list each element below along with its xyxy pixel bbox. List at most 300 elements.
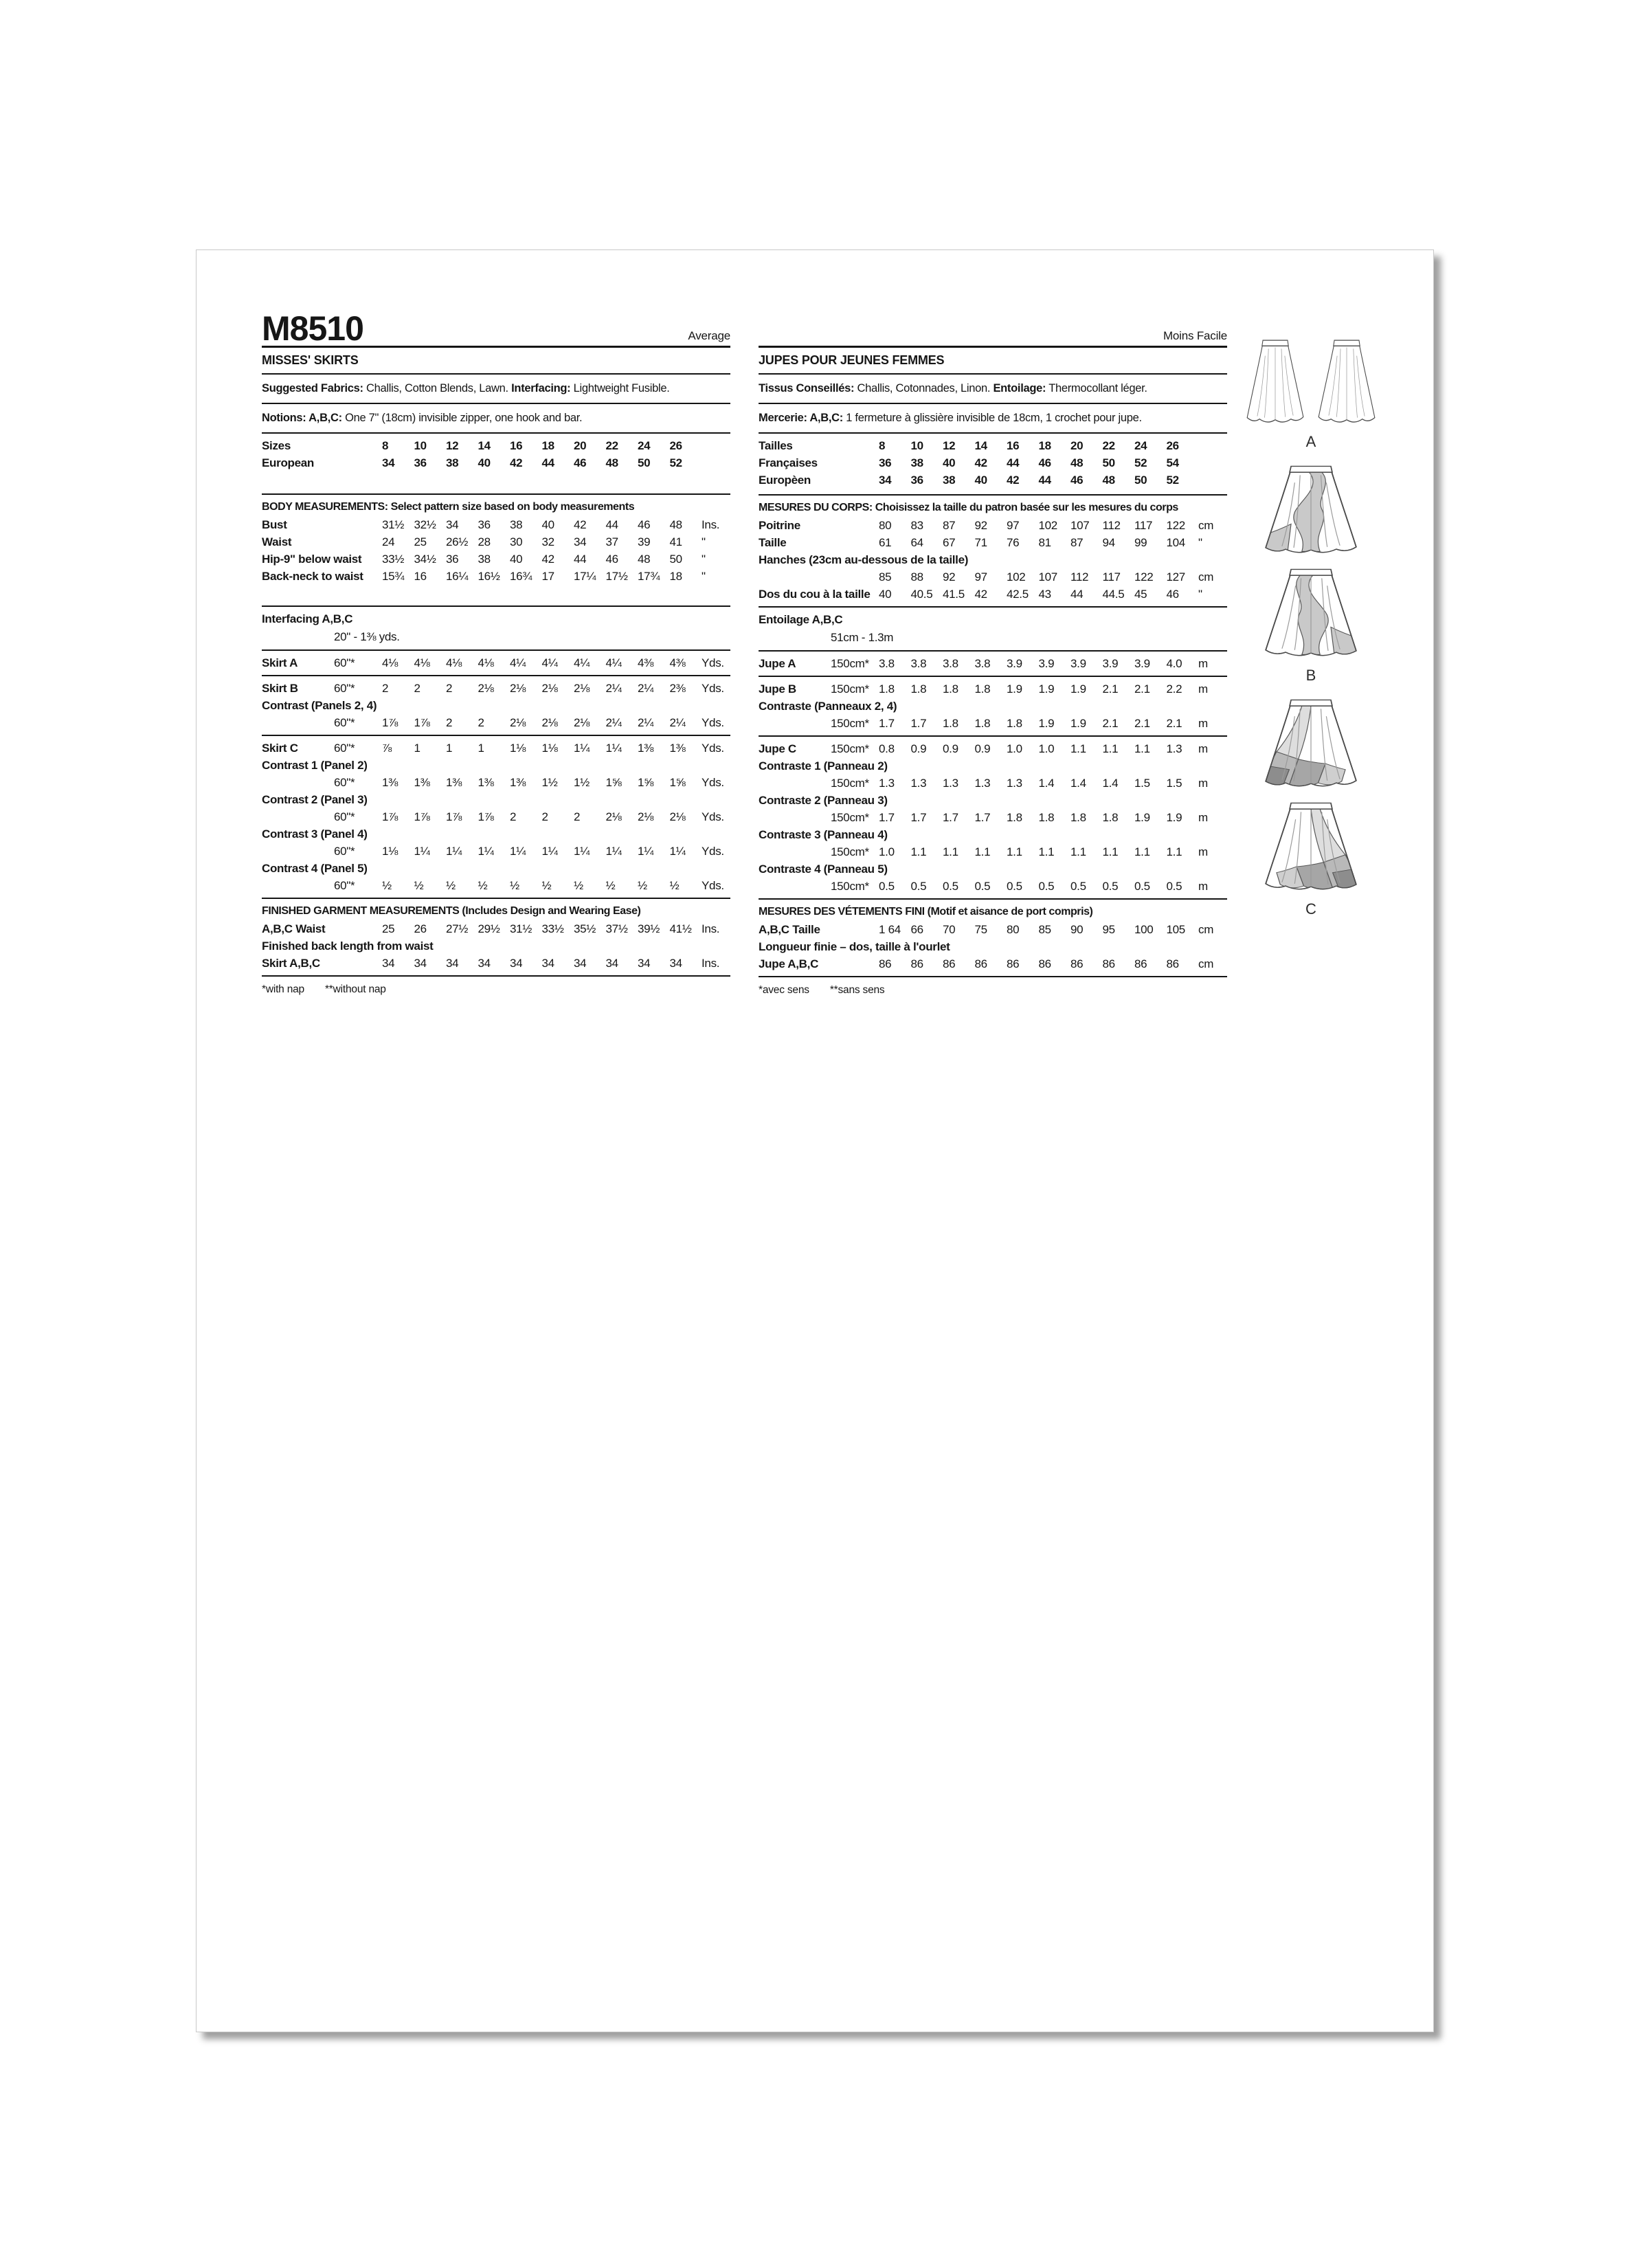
value-cell: 3.8 bbox=[974, 657, 991, 670]
value-cell: 117 bbox=[1102, 570, 1121, 583]
value-cell: 54 bbox=[1166, 456, 1179, 469]
footnote-sans-sens: **sans sens bbox=[829, 984, 885, 996]
value-cell: 1.3 bbox=[974, 777, 991, 790]
row-label: Contraste 1 (Panneau 2) bbox=[759, 759, 888, 772]
yardage-row-en bbox=[262, 654, 730, 671]
value-cell: 95 bbox=[1102, 923, 1115, 936]
row-label: Françaises bbox=[759, 456, 818, 469]
value-cell: 1¼ bbox=[574, 742, 590, 755]
value-cell: 102 bbox=[1007, 570, 1026, 583]
yardage-row-fr bbox=[759, 809, 1227, 826]
view-b-group bbox=[1235, 462, 1387, 686]
value-cell: 2¼ bbox=[638, 682, 654, 695]
value-cell: 86 bbox=[1102, 957, 1115, 970]
value-cell: 87 bbox=[943, 519, 956, 532]
value-cell: 42 bbox=[1007, 474, 1020, 487]
row-label bbox=[759, 809, 831, 826]
finished-header-en: FINISHED GARMENT MEASUREMENTS (Includes Design and Wearing Ease) bbox=[262, 905, 641, 917]
value-cell: 1.3 bbox=[1166, 742, 1182, 755]
body-measurement-row-fr bbox=[759, 517, 1227, 534]
value-cell: 1⅜ bbox=[638, 742, 654, 755]
footnote-avec-sens: *avec sens bbox=[759, 984, 809, 996]
body-measurement-row-en bbox=[262, 551, 730, 568]
interfacing-views-fr: Entoilage A,B,C bbox=[759, 613, 843, 626]
value-cell: 16 bbox=[1007, 439, 1020, 452]
value-cell: 34 bbox=[382, 456, 395, 469]
fabric-width-cell: 150cm* bbox=[831, 657, 869, 670]
value-cell: 44.5 bbox=[1102, 588, 1125, 601]
finished-measurements-en bbox=[262, 902, 730, 977]
fabric-width-cell: 150cm* bbox=[831, 811, 869, 824]
value-cell: 34 bbox=[382, 957, 395, 970]
body-measurements-header-fr: MESURES DU CORPS: Choisissez la taille du patron basée sur les mesures du corps bbox=[759, 502, 1178, 513]
value-cell: 127 bbox=[1166, 570, 1185, 583]
yardage-row-fr bbox=[759, 878, 1227, 895]
notions-label-fr: Mercerie: A,B,C: bbox=[759, 412, 843, 424]
value-cell: 1.1 bbox=[910, 845, 927, 858]
value-cell: 44 bbox=[1007, 456, 1020, 469]
value-cell: 41.5 bbox=[943, 588, 965, 601]
yardage-row-en bbox=[262, 825, 730, 843]
value-cell: 34 bbox=[446, 957, 459, 970]
body-measurement-row-fr bbox=[759, 551, 1227, 568]
view-a-group bbox=[1235, 336, 1387, 452]
row-label bbox=[759, 878, 831, 895]
notions-text-fr: 1 fermeture à glissière invisible de 18cm, 1 crochet pour jupe. bbox=[842, 412, 1142, 424]
value-cell: 1⅞ bbox=[478, 810, 494, 823]
value-cell: 1 bbox=[446, 742, 453, 755]
value-cell: 4⅛ bbox=[382, 656, 399, 669]
value-cell: 94 bbox=[1102, 536, 1115, 549]
row-label bbox=[759, 715, 831, 732]
value-cell: 1.7 bbox=[910, 717, 927, 730]
value-cell: 16 bbox=[510, 439, 523, 452]
value-cell: 2⅛ bbox=[541, 682, 558, 695]
value-cell: 86 bbox=[1038, 957, 1051, 970]
row-label: Europèen bbox=[759, 474, 811, 487]
value-cell: 0.5 bbox=[974, 880, 991, 893]
sizes-table-fr bbox=[759, 437, 1227, 491]
value-cell: 50 bbox=[638, 456, 651, 469]
value-cell: 3.9 bbox=[1007, 657, 1022, 670]
value-cell: 34 bbox=[446, 518, 459, 531]
value-cell: ½ bbox=[414, 879, 424, 892]
value-cell: 1¼ bbox=[638, 845, 654, 858]
row-label: Jupe C bbox=[759, 742, 796, 755]
value-cell: 48 bbox=[605, 456, 618, 469]
value-cell: 105 bbox=[1166, 923, 1185, 936]
value-cell: 112 bbox=[1102, 519, 1121, 532]
value-cell: 0.5 bbox=[1070, 880, 1086, 893]
unit-cell: Yds. bbox=[702, 879, 724, 892]
value-cell: 34 bbox=[574, 535, 587, 548]
value-cell: 8 bbox=[382, 439, 389, 452]
value-cell: 34 bbox=[510, 957, 523, 970]
value-cell: 36 bbox=[478, 518, 491, 531]
value-cell: 61 bbox=[879, 536, 892, 549]
value-cell: 0.5 bbox=[1007, 880, 1022, 893]
row-label: Sizes bbox=[262, 439, 291, 452]
value-cell: 1.3 bbox=[1007, 777, 1022, 790]
value-cell: 2⅛ bbox=[541, 716, 558, 729]
value-cell: 1⅝ bbox=[638, 776, 654, 789]
body-measurements-en bbox=[262, 498, 730, 602]
row-label: Hip-9" below waist bbox=[262, 553, 362, 566]
value-cell: 1.1 bbox=[1038, 845, 1055, 858]
value-cell: 1⅞ bbox=[382, 716, 399, 729]
fabric-width-cell: 60"* bbox=[334, 742, 355, 755]
value-cell: 86 bbox=[974, 957, 987, 970]
value-cell: 50 bbox=[1102, 456, 1115, 469]
row-label bbox=[759, 568, 879, 586]
french-column bbox=[759, 312, 1227, 1000]
value-cell: 44 bbox=[574, 553, 587, 566]
value-cell: 36 bbox=[446, 553, 459, 566]
unit-cell: m bbox=[1198, 845, 1208, 858]
notions-label-en: Notions: A,B,C: bbox=[262, 412, 342, 424]
footnote-without-nap: **without nap bbox=[324, 983, 386, 995]
value-cell: 100 bbox=[1134, 923, 1154, 936]
value-cell: 16½ bbox=[478, 570, 500, 583]
value-cell: 1.8 bbox=[910, 682, 927, 696]
row-label: Poitrine bbox=[759, 519, 800, 532]
value-cell: 34 bbox=[541, 957, 554, 970]
row-label: Back-neck to waist bbox=[262, 570, 363, 583]
value-cell: 1.0 bbox=[1007, 742, 1022, 755]
value-cell: 14 bbox=[974, 439, 987, 452]
yardage-row-en bbox=[262, 877, 730, 894]
garment-view-illustrations bbox=[1235, 336, 1387, 929]
value-cell: 1.8 bbox=[943, 717, 958, 730]
value-cell: 33½ bbox=[382, 553, 405, 566]
value-cell: 32½ bbox=[414, 518, 436, 531]
value-cell: 48 bbox=[638, 553, 651, 566]
value-cell: 1.9 bbox=[1134, 811, 1150, 824]
value-cell: 46 bbox=[638, 518, 651, 531]
masthead-en bbox=[262, 309, 730, 348]
unit-cell: m bbox=[1198, 657, 1208, 670]
value-cell: 1.3 bbox=[879, 777, 895, 790]
row-label: Jupe B bbox=[759, 682, 796, 696]
yardage-row-fr bbox=[759, 715, 1227, 732]
body-measurement-row-fr bbox=[759, 534, 1227, 551]
value-cell: 10 bbox=[414, 439, 427, 452]
unit-cell: cm bbox=[1198, 519, 1214, 532]
view-c-group bbox=[1235, 696, 1387, 920]
value-cell: 122 bbox=[1166, 519, 1185, 532]
value-cell: 17 bbox=[541, 570, 554, 583]
fabrics-label-fr: Tissus Conseillés: bbox=[759, 382, 855, 394]
value-cell: ⅞ bbox=[382, 742, 392, 755]
finished-row-en bbox=[262, 955, 730, 972]
value-cell: 2.1 bbox=[1102, 717, 1119, 730]
value-cell: 40.5 bbox=[910, 588, 933, 601]
value-cell: 26 bbox=[414, 922, 427, 935]
value-cell: 0.5 bbox=[1134, 880, 1150, 893]
value-cell: 14 bbox=[478, 439, 491, 452]
body-measurement-row-fr bbox=[759, 586, 1227, 603]
value-cell: 2 bbox=[446, 716, 453, 729]
value-cell: 31½ bbox=[382, 518, 405, 531]
notions-text-en: One 7" (18cm) invisible zipper, one hook and bar. bbox=[341, 412, 583, 424]
value-cell: 2⅛ bbox=[510, 716, 526, 729]
row-label bbox=[262, 714, 334, 731]
value-cell: 4¼ bbox=[541, 656, 558, 669]
value-cell: 46 bbox=[605, 553, 618, 566]
value-cell: 1.1 bbox=[974, 845, 991, 858]
value-cell: 75 bbox=[974, 923, 987, 936]
interfacing-block-fr bbox=[759, 611, 1227, 647]
value-cell: 1.1 bbox=[1134, 845, 1150, 858]
divider bbox=[262, 493, 730, 495]
value-cell: 34 bbox=[605, 957, 618, 970]
value-cell: 46 bbox=[574, 456, 587, 469]
unit-cell: m bbox=[1198, 742, 1208, 755]
value-cell: 2¼ bbox=[605, 716, 622, 729]
yardage-row-en bbox=[262, 843, 730, 860]
value-cell: 1.4 bbox=[1102, 777, 1119, 790]
interfacing-text-en: Lightweight Fusible. bbox=[570, 382, 670, 394]
divider bbox=[262, 975, 730, 977]
value-cell: 1.7 bbox=[974, 811, 991, 824]
value-cell: 0.9 bbox=[974, 742, 991, 755]
value-cell: 1 bbox=[414, 742, 420, 755]
fabric-width-cell: 150cm* bbox=[831, 880, 869, 893]
yardage-row-fr bbox=[759, 698, 1227, 715]
unit-cell: m bbox=[1198, 717, 1208, 730]
notions-line-en bbox=[262, 408, 730, 429]
value-cell: 90 bbox=[1070, 923, 1084, 936]
divider bbox=[262, 735, 730, 736]
yardage-row-en bbox=[262, 774, 730, 791]
divider bbox=[759, 650, 1227, 652]
finished-row-fr bbox=[759, 955, 1227, 972]
value-cell: 1.5 bbox=[1166, 777, 1182, 790]
row-label: Jupe A bbox=[759, 657, 796, 670]
value-cell: 22 bbox=[605, 439, 618, 452]
yardage-row-en bbox=[262, 791, 730, 808]
value-cell: 18 bbox=[1038, 439, 1051, 452]
value-cell: 86 bbox=[1070, 957, 1084, 970]
skirt-a-front-illustration bbox=[1242, 336, 1309, 427]
row-label: Taille bbox=[759, 536, 787, 549]
value-cell: 18 bbox=[669, 570, 682, 583]
value-cell: 67 bbox=[943, 536, 956, 549]
fabrics-line-en bbox=[262, 378, 730, 399]
value-cell: 34 bbox=[414, 957, 427, 970]
value-cell: 4⅛ bbox=[446, 656, 462, 669]
value-cell: 50 bbox=[669, 553, 682, 566]
value-cell: 2¼ bbox=[638, 716, 654, 729]
value-cell: 1.5 bbox=[1134, 777, 1150, 790]
value-cell: 24 bbox=[1134, 439, 1147, 452]
row-label: Skirt A bbox=[262, 656, 298, 669]
value-cell: 48 bbox=[1070, 456, 1084, 469]
fabric-width-cell: 150cm* bbox=[831, 777, 869, 790]
row-label: Longueur finie – dos, taille à l'ourlet bbox=[759, 940, 950, 953]
fabric-width-cell: 150cm* bbox=[831, 742, 869, 755]
body-measurements-header-en: BODY MEASUREMENTS: Select pattern size based on body measurements bbox=[262, 501, 635, 513]
value-cell: 17¼ bbox=[574, 570, 596, 583]
row-label bbox=[262, 843, 334, 860]
value-cell: 86 bbox=[879, 957, 892, 970]
value-cell: 40 bbox=[541, 518, 554, 531]
value-cell: 4⅛ bbox=[478, 656, 494, 669]
value-cell: ½ bbox=[669, 879, 680, 892]
value-cell: 2⅛ bbox=[605, 810, 622, 823]
value-cell: 3.9 bbox=[1134, 657, 1150, 670]
value-cell: 2.1 bbox=[1134, 682, 1150, 696]
value-cell: 1¼ bbox=[510, 845, 526, 858]
fabric-width-cell: 150cm* bbox=[831, 682, 869, 696]
view-b-label: B bbox=[1305, 667, 1316, 684]
row-label: Contrast 3 (Panel 4) bbox=[262, 827, 368, 841]
finished-row-fr bbox=[759, 921, 1227, 938]
value-cell: 70 bbox=[943, 923, 956, 936]
body-measurement-row-fr bbox=[759, 568, 1227, 586]
unit-cell: m bbox=[1198, 682, 1208, 696]
value-cell: 1⅛ bbox=[510, 742, 526, 755]
value-cell: 48 bbox=[669, 518, 682, 531]
value-cell: 2.2 bbox=[1166, 682, 1182, 696]
body-measurement-row-en bbox=[262, 516, 730, 533]
value-cell: 2⅛ bbox=[574, 682, 590, 695]
value-cell: 1.4 bbox=[1070, 777, 1086, 790]
yardage-row-fr bbox=[759, 757, 1227, 775]
value-cell: 4⅛ bbox=[414, 656, 430, 669]
value-cell: 0.5 bbox=[879, 880, 895, 893]
interfacing-text-fr: Thermocollant léger. bbox=[1046, 382, 1147, 394]
value-cell: 1.8 bbox=[1007, 717, 1022, 730]
finished-table-fr bbox=[759, 921, 1227, 977]
unit-cell: m bbox=[1198, 777, 1208, 790]
value-cell: 1.1 bbox=[1070, 845, 1086, 858]
value-cell: 1.8 bbox=[1038, 811, 1055, 824]
yardage-row-fr bbox=[759, 843, 1227, 860]
value-cell: 86 bbox=[1007, 957, 1020, 970]
difficulty-fr: Moins Facile bbox=[1163, 329, 1227, 342]
value-cell: 44 bbox=[1038, 474, 1051, 487]
yardage-row-en bbox=[262, 714, 730, 731]
divider bbox=[759, 403, 1227, 404]
row-label bbox=[262, 774, 334, 791]
sizes-table-en bbox=[262, 437, 730, 490]
fabrics-line-fr bbox=[759, 378, 1227, 399]
value-cell: 4¼ bbox=[510, 656, 526, 669]
fabric-width-cell: 60"* bbox=[334, 879, 355, 892]
unit-cell: m bbox=[1198, 880, 1208, 893]
value-cell: 1.8 bbox=[943, 682, 958, 696]
value-cell: 117 bbox=[1134, 519, 1153, 532]
value-cell: 2¼ bbox=[605, 682, 622, 695]
value-cell: 39½ bbox=[638, 922, 660, 935]
row-label: Skirt A,B,C bbox=[262, 957, 320, 970]
value-cell: 12 bbox=[446, 439, 459, 452]
row-label: Finished back length from waist bbox=[262, 940, 434, 953]
value-cell: 4¼ bbox=[574, 656, 590, 669]
interfacing-label-en: Interfacing: bbox=[511, 382, 571, 394]
interfacing-views-en: Interfacing A,B,C bbox=[262, 612, 353, 625]
row-label: Contrast 2 (Panel 3) bbox=[262, 793, 368, 806]
body-measurements-table-fr bbox=[759, 517, 1227, 603]
value-cell: 34 bbox=[669, 957, 682, 970]
value-cell: ½ bbox=[382, 879, 392, 892]
unit-cell: m bbox=[1198, 811, 1208, 824]
value-cell: 17½ bbox=[605, 570, 628, 583]
value-cell: 3.9 bbox=[1102, 657, 1119, 670]
fabric-width-cell: 60"* bbox=[334, 656, 355, 669]
value-cell: 71 bbox=[974, 536, 987, 549]
value-cell: 34 bbox=[638, 957, 651, 970]
finished-row-fr bbox=[759, 938, 1227, 955]
value-cell: 99 bbox=[1134, 536, 1147, 549]
value-cell: 38 bbox=[910, 456, 923, 469]
value-cell: 92 bbox=[974, 519, 987, 532]
value-cell: 1½ bbox=[541, 776, 558, 789]
footnote-en bbox=[262, 980, 730, 999]
value-cell: 1.0 bbox=[1038, 742, 1055, 755]
value-cell: 0.5 bbox=[943, 880, 958, 893]
value-cell: 1⅜ bbox=[446, 776, 462, 789]
value-cell: 2¼ bbox=[669, 716, 686, 729]
value-cell: 34½ bbox=[414, 553, 436, 566]
divider bbox=[262, 605, 730, 607]
divider bbox=[759, 976, 1227, 977]
garment-title-fr: JUPES POUR JEUNES FEMMES bbox=[759, 353, 945, 367]
value-cell: 1.7 bbox=[879, 717, 895, 730]
value-cell: 2 bbox=[382, 682, 389, 695]
yardage-row-en bbox=[262, 808, 730, 825]
row-label bbox=[262, 808, 334, 825]
value-cell: 42 bbox=[541, 553, 554, 566]
value-cell: 44 bbox=[541, 456, 554, 469]
footnote-with-nap: *with nap bbox=[262, 983, 304, 995]
row-label: Contrast 1 (Panel 2) bbox=[262, 759, 368, 772]
divider bbox=[759, 494, 1227, 496]
value-cell: 1.3 bbox=[910, 777, 927, 790]
value-cell: 1 64 bbox=[879, 923, 901, 936]
unit-cell: " bbox=[702, 570, 706, 583]
yardage-table-fr bbox=[759, 655, 1227, 900]
value-cell: 1⅜ bbox=[510, 776, 526, 789]
value-cell: 1.9 bbox=[1070, 717, 1086, 730]
value-cell: 40 bbox=[879, 588, 892, 601]
difficulty-en: Average bbox=[688, 329, 730, 342]
value-cell: 2⅛ bbox=[669, 810, 686, 823]
value-cell: 1.9 bbox=[1038, 717, 1055, 730]
row-label: Dos du cou à la taille bbox=[759, 588, 871, 601]
view-a-pair bbox=[1235, 336, 1387, 427]
row-label: Contraste 3 (Panneau 4) bbox=[759, 828, 888, 841]
value-cell: 97 bbox=[1007, 519, 1020, 532]
value-cell: 26 bbox=[669, 439, 682, 452]
unit-cell: Yds. bbox=[702, 810, 724, 823]
value-cell: ½ bbox=[605, 879, 616, 892]
value-cell: 38 bbox=[510, 518, 523, 531]
divider bbox=[759, 735, 1227, 737]
value-cell: 52 bbox=[1134, 456, 1147, 469]
value-cell: 36 bbox=[414, 456, 427, 469]
value-cell: 1¼ bbox=[605, 742, 622, 755]
yardage-row-en bbox=[262, 740, 730, 757]
value-cell: 1.1 bbox=[1102, 845, 1119, 858]
notions-line-fr bbox=[759, 408, 1227, 429]
interfacing-block-en bbox=[262, 610, 730, 646]
value-cell: 16¼ bbox=[446, 570, 469, 583]
divider bbox=[759, 898, 1227, 900]
value-cell: 1.1 bbox=[1102, 742, 1119, 755]
value-cell: 1¼ bbox=[574, 845, 590, 858]
